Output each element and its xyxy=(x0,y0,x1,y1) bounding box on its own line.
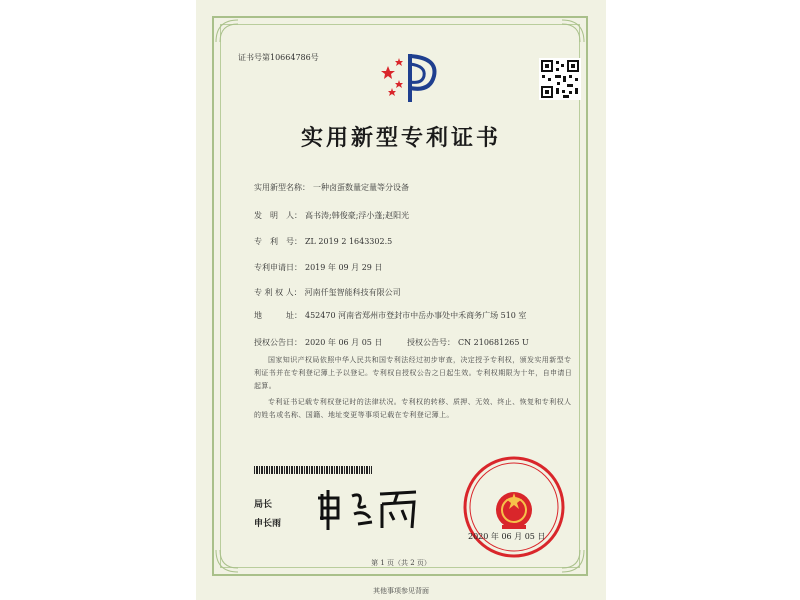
back-note: 其他事项参见背面 xyxy=(373,587,429,595)
patent-office-logo-icon xyxy=(374,48,444,108)
grant-statement-paragraph: 国家知识产权局依照中华人民共和国专利法经过初步审查，决定授予专利权，颁发实用新型专利证书并在专利登记簿上予以登记。专利权自授权公告之日起生效。专利权期限为十年，自申请日起算。 xyxy=(254,356,573,390)
director-title: 局长 xyxy=(254,500,273,510)
field-label: 专利申请日： xyxy=(254,263,302,272)
field-value: 2019 年 09 月 29 日 xyxy=(305,263,383,272)
seal-date: 2020 年 06 月 05 日 xyxy=(468,532,546,541)
field-value: 一种卤蛋数量定量等分设备 xyxy=(313,183,409,192)
field-label: 发 明 人： xyxy=(254,211,302,220)
field-value: CN 210681265 U xyxy=(457,338,529,347)
field-value: 452470 河南省郑州市登封市中岳办事处中禾商务广场 510 室 xyxy=(305,311,527,320)
field-label: 专 利 号： xyxy=(254,237,302,246)
patent-certificate xyxy=(196,0,606,600)
certificate-title: 实用新型专利证书 xyxy=(300,125,501,151)
field-label: 专 利 权 人： xyxy=(254,288,302,297)
field-patentee xyxy=(254,287,401,298)
field-label: 实用新型名称： xyxy=(254,183,310,192)
corner-ornament-icon xyxy=(560,18,586,44)
field-address xyxy=(254,310,545,322)
qr-code-icon xyxy=(539,58,581,100)
field-value: 2020 年 06 月 05 日 xyxy=(305,338,383,347)
legal-status-paragraph: 专利证书记载专利权登记时的法律状况。专利权的转移、质押、无效、终止、恢复和专利权人的姓名或名称、国籍、地址变更等事项记载在专利登记簿上。 xyxy=(254,398,572,419)
field-label: 授权公告号： xyxy=(406,338,455,347)
field-value: ZL 2019 2 1643302.5 xyxy=(305,237,393,246)
field-label: 授权公告日： xyxy=(254,338,302,347)
certificate-number: 证书号第10664786号 xyxy=(238,53,319,62)
field-patent-number xyxy=(254,236,392,247)
field-utility-model-name xyxy=(254,182,409,193)
director-name: 申长雨 xyxy=(254,519,282,529)
field-grant-info xyxy=(254,337,529,348)
field-value: 河南仟玺智能科技有限公司 xyxy=(304,288,401,297)
field-inventor xyxy=(254,210,409,221)
page-number: 第 1 页（共 2 页） xyxy=(371,559,431,567)
field-value: 高书涛;韩俊豪;浮小蓬;赵阳光 xyxy=(305,211,410,220)
barcode xyxy=(254,466,372,474)
field-filing-date xyxy=(254,262,382,273)
field-label: 地 址： xyxy=(254,311,302,320)
corner-ornament-icon xyxy=(214,18,240,44)
official-seal-icon xyxy=(462,455,566,559)
signature-icon xyxy=(316,484,426,534)
